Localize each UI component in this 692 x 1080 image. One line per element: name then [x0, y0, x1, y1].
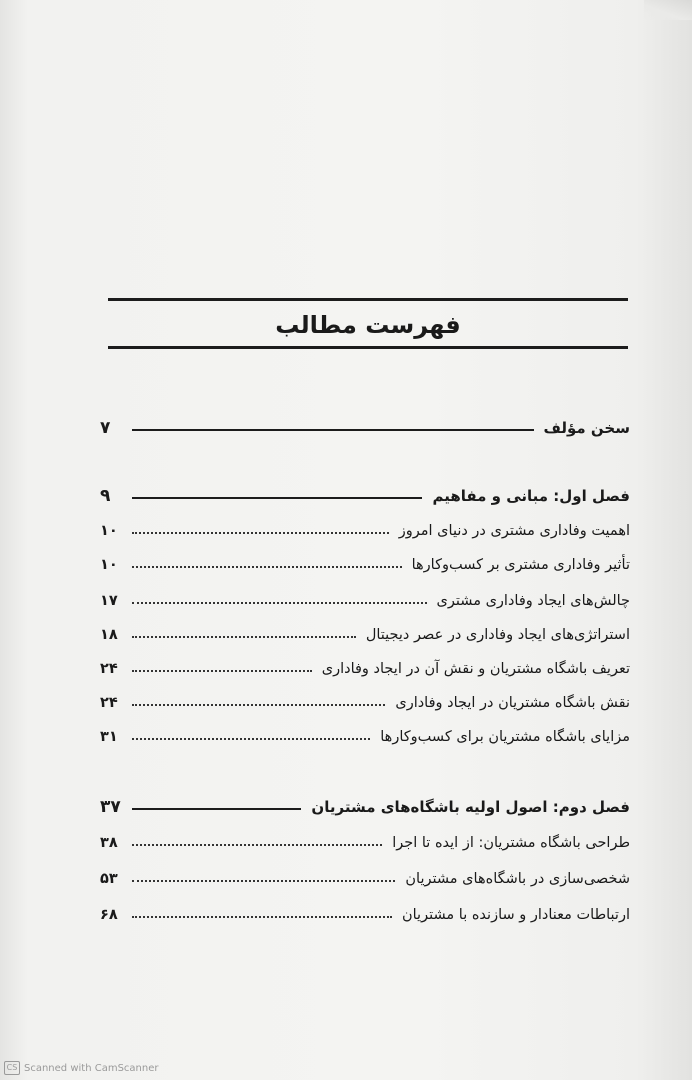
toc-item	[100, 618, 630, 652]
title-rule-bottom	[108, 346, 628, 349]
toc-page-number: ۱۸	[100, 627, 118, 643]
toc-leader-line	[132, 497, 422, 499]
toc-page-number: ۳۷	[100, 797, 121, 817]
toc-entry-label: اهمیت وفاداری مشتری در دنیای امروز	[398, 523, 630, 539]
watermark-text: Scanned with CamScanner	[24, 1062, 159, 1074]
toc-page-number: ۳۱	[100, 729, 118, 745]
page-fold-corner	[644, 0, 692, 20]
toc-entry-label: نقش باشگاه مشتریان در ایجاد وفاداری	[395, 695, 630, 711]
toc-item	[100, 514, 630, 548]
toc-entry-label: طراحی باشگاه مشتریان: از ایده تا اجرا	[392, 835, 630, 851]
toc-item	[100, 652, 630, 686]
toc-entry-label: فصل اول: مبانی و مفاهیم	[432, 487, 630, 505]
toc-entry-label: استراتژی‌های ایجاد وفاداری در عصر دیجیتال	[365, 627, 630, 643]
toc-item	[100, 826, 630, 860]
toc-dotted-leader	[132, 916, 392, 918]
toc-entry-label: چالش‌های ایجاد وفاداری مشتری	[436, 593, 630, 609]
toc-entry-label: مزایای باشگاه مشتریان برای کسب‌وکارها	[380, 729, 630, 745]
toc-item	[100, 584, 630, 618]
toc-page-number: ۷	[100, 418, 111, 438]
toc-dotted-leader	[132, 532, 389, 534]
toc-dotted-leader	[132, 704, 385, 706]
title-rule-top	[108, 298, 628, 301]
toc-dotted-leader	[132, 566, 402, 568]
toc-page-number: ۳۸	[100, 835, 118, 851]
toc-chapter-2	[100, 790, 630, 824]
toc-leader-line	[132, 808, 301, 810]
toc-leader-line	[132, 429, 534, 431]
toc-dotted-leader	[132, 880, 395, 882]
scanner-watermark	[4, 1060, 159, 1076]
toc-item	[100, 548, 630, 582]
camscanner-icon: CS	[4, 1061, 20, 1075]
toc-chapter-1	[100, 479, 630, 513]
toc-page-number: ۹	[100, 486, 111, 506]
toc-entry-label: ارتباطات معنادار و سازنده با مشتریان	[401, 907, 630, 923]
toc-dotted-leader	[132, 738, 370, 740]
toc-page-number: ۲۴	[100, 695, 118, 711]
toc-entry-label: شخصی‌سازی در باشگاه‌های مشتریان	[405, 871, 630, 887]
toc-preface	[100, 411, 630, 445]
toc-dotted-leader	[132, 844, 382, 846]
toc-entry-label: تأثیر وفاداری مشتری بر کسب‌وکارها	[411, 557, 630, 573]
toc-page-number: ۶۸	[100, 907, 118, 923]
page-title: فهرست مطالب	[275, 311, 461, 339]
toc-entry-label: سخن مؤلف	[543, 419, 630, 437]
toc-entry-label: تعریف باشگاه مشتریان و نقش آن در ایجاد وفاداری	[321, 661, 630, 677]
toc-entry-label: فصل دوم: اصول اولیه باشگاه‌های مشتریان	[311, 798, 630, 816]
toc-item	[100, 720, 630, 754]
toc-page-number: ۱۰	[100, 523, 118, 539]
toc-page-number: ۱۷	[100, 593, 118, 609]
toc-dotted-leader	[132, 636, 356, 638]
toc-page-number: ۵۳	[100, 871, 118, 887]
toc-item	[100, 898, 630, 932]
toc-dotted-leader	[132, 602, 427, 604]
toc-page-number: ۲۴	[100, 661, 118, 677]
toc-item	[100, 686, 630, 720]
toc-dotted-leader	[132, 670, 312, 672]
toc-item	[100, 862, 630, 896]
toc-page-number: ۱۰	[100, 557, 118, 573]
